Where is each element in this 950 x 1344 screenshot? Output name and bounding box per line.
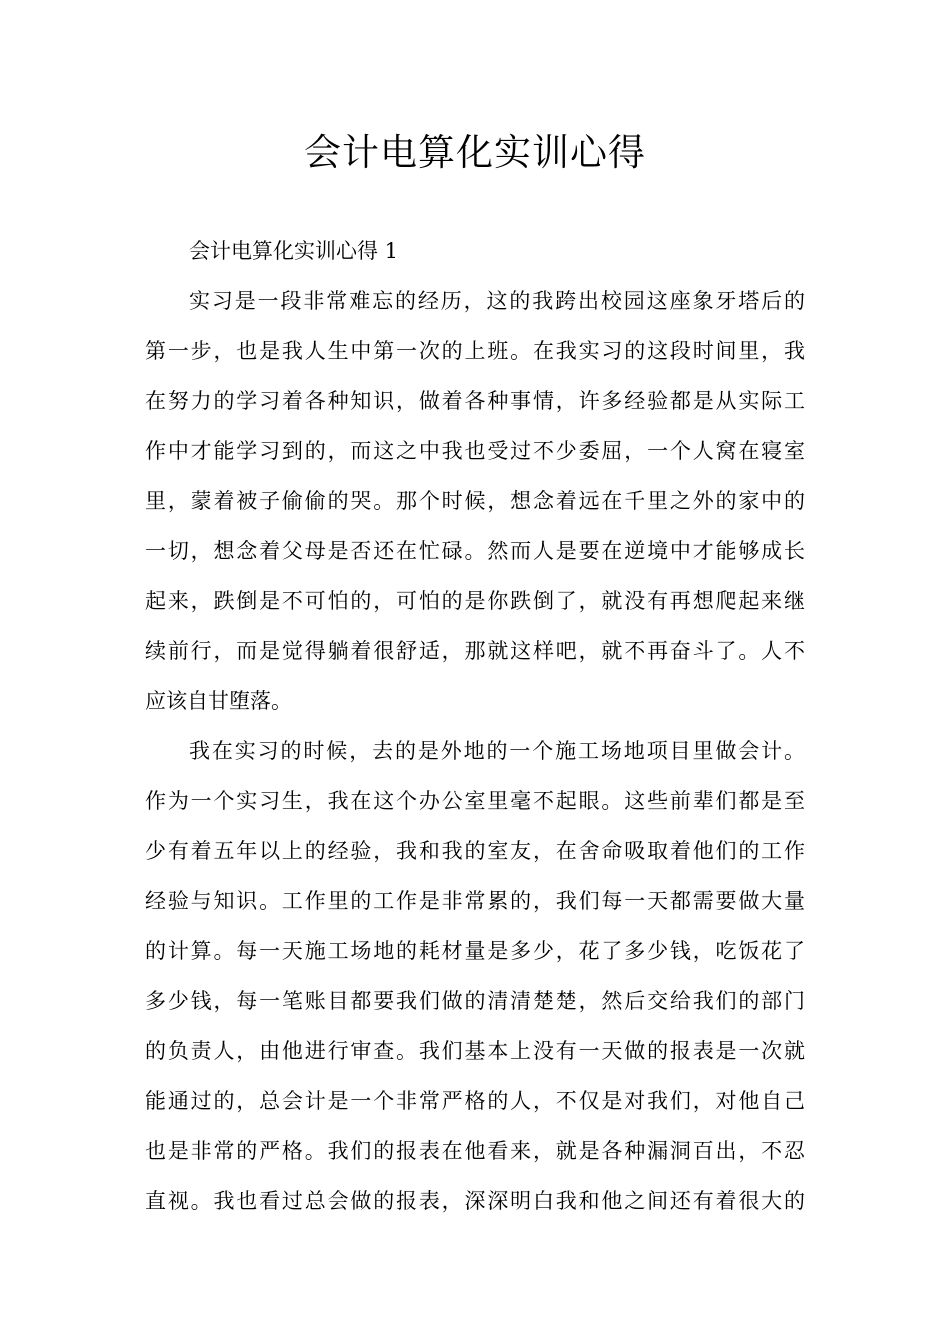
paragraph-1-line: 起来，跌倒是不可怕的，可怕的是你跌倒了，就没有再想爬起来继 — [145, 589, 805, 613]
paragraph-2-line: 多少钱，每一笔账目都要我们做的清清楚楚，然后交给我们的部门 — [145, 989, 805, 1013]
paragraph-1-line: 实习是一段非常难忘的经历，这的我跨出校园这座象牙塔后的 — [189, 289, 805, 313]
paragraph-2-line: 的负责人，由他进行审查。我们基本上没有一天做的报表是一次就 — [145, 1039, 805, 1063]
paragraph-1-line: 作中才能学习到的，而这之中我也受过不少委屈，一个人窝在寝室 — [145, 439, 805, 463]
paragraph-1-line: 里，蒙着被子偷偷的哭。那个时候，想念着远在千里之外的家中的 — [145, 489, 805, 513]
paragraph-1-line: 第一步，也是我人生中第一次的上班。在我实习的这段时间里，我 — [145, 339, 805, 363]
paragraph-1-line: 续前行，而是觉得躺着很舒适，那就这样吧，就不再奋斗了。人不 — [145, 639, 805, 663]
paragraph-1-line: 一切，想念着父母是否还在忙碌。然而人是要在逆境中才能够成长 — [145, 539, 805, 563]
section-heading: 会计电算化实训心得 1 — [189, 239, 399, 263]
paragraph-2-line: 直视。我也看过总会做的报表，深深明白我和他之间还有着很大的 — [145, 1189, 805, 1213]
paragraph-2-line: 作为一个实习生，我在这个办公室里毫不起眼。这些前辈们都是至 — [145, 789, 805, 813]
paragraph-2-line: 少有着五年以上的经验，我和我的室友，在舍命吸取着他们的工作 — [145, 839, 805, 863]
paragraph-2-line: 的计算。每一天施工场地的耗材量是多少，花了多少钱，吃饭花了 — [145, 939, 805, 963]
paragraph-1-line: 在努力的学习着各种知识，做着各种事情，许多经验都是从实际工 — [145, 389, 805, 413]
paragraph-2-line: 能通过的，总会计是一个非常严格的人，不仅是对我们，对他自己 — [145, 1089, 805, 1113]
paragraph-2-line: 经验与知识。工作里的工作是非常累的，我们每一天都需要做大量 — [145, 889, 805, 913]
paragraph-1-line: 应该自甘堕落。 — [145, 689, 292, 713]
paragraph-2-line: 也是非常的严格。我们的报表在他看来，就是各种漏洞百出，不忍 — [145, 1139, 805, 1163]
paragraph-2-line: 我在实习的时候，去的是外地的一个施工场地项目里做会计。 — [189, 739, 805, 763]
document-title: 会计电算化实训心得 — [304, 131, 646, 174]
